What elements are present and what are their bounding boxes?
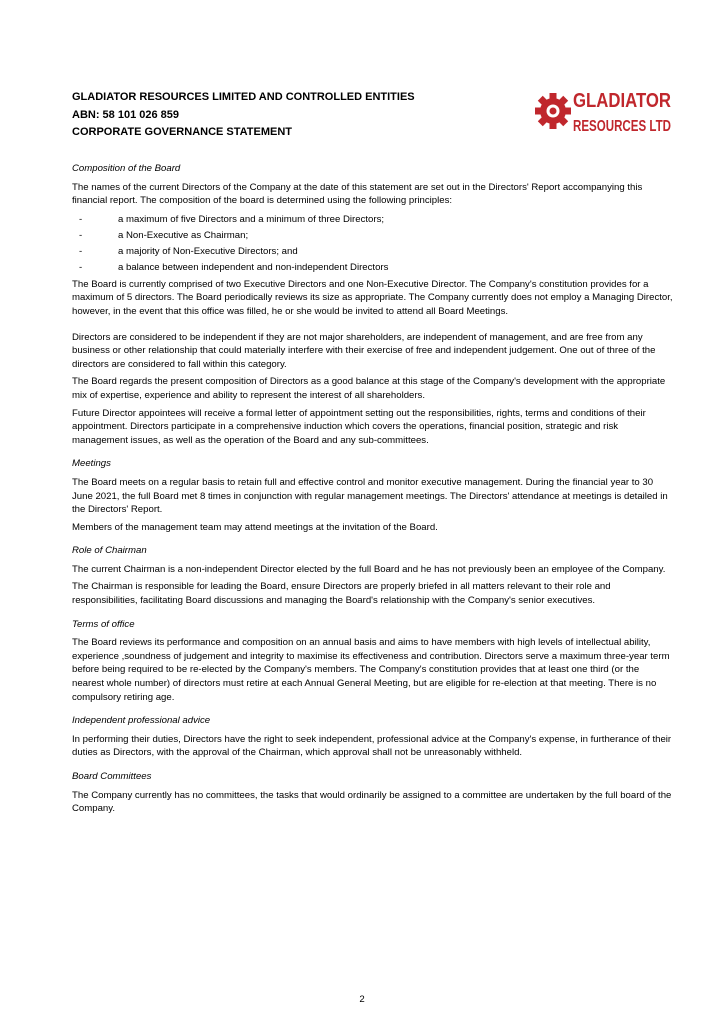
section-heading-chairman: Role of Chairman — [72, 545, 147, 557]
gear-logo-icon — [536, 84, 676, 138]
list-item: - a balance between independent and non-independent Directors — [72, 260, 673, 276]
paragraph: Directors are considered to be independent if they are not major shareholders, are independent of management, and are free from any business or other relationship that could materially interfere with their exercise of free and independent judgement. One out of three of the directors are considered to fall within this category. — [72, 331, 656, 370]
bullet-dash: - — [79, 245, 83, 257]
section-heading-terms: Terms of office — [72, 618, 135, 630]
principles-list — [72, 212, 673, 276]
list-item: - a Non-Executive as Chairman; — [72, 228, 673, 244]
bullet-dash: - — [79, 213, 83, 225]
paragraph: The Board regards the present composition of Directors as a good balance at this stage of the Company's development with the appropriate mix of expertise, experience and ability to represent the interest of all shareholders. — [72, 376, 666, 401]
document-body — [72, 162, 673, 820]
bullet-dash: - — [79, 229, 83, 241]
logo-line2: RESOURCES LTD — [573, 118, 671, 135]
paragraph: The Board reviews its performance and composition on an annual basis and aims to have members with high levels of intellectual ability, experience ,soundness of judgement and integrity to maximise its effectiveness and contribution. Directors serve a maximum three-year term before being required to be re-elected by the Company's members. The Company's constitution provides that at least one third (or the nearest whole number) of directors must retire at each Annual General Meeting, but are eligible for re-election at that meeting. There is no compulsory retiring age. — [72, 637, 670, 703]
company-logo — [536, 84, 676, 138]
section-heading-composition: Composition of the Board — [72, 163, 181, 174]
company-name: GLADIATOR RESOURCES LIMITED AND CONTROLLED ENTITIES — [72, 91, 415, 103]
list-item: - a majority of Non-Executive Directors; and — [72, 244, 673, 260]
section-heading-meetings: Meetings — [72, 458, 111, 470]
paragraph: Members of the management team may attend meetings at the invitation of the Board. — [72, 521, 438, 533]
paragraph: In performing their duties, Directors have the right to seek independent, professional advice at the Company's expense, in furtherance of their duties as Directors, with the approval of the Chairman, which approval shall not be unreasonably withheld. — [72, 733, 672, 759]
logo-line1: GLADIATOR — [573, 90, 672, 112]
section-heading-committees: Board Committees — [72, 771, 152, 782]
paragraph: Future Director appointees will receive a formal letter of appointment setting out the responsibilities, rights, terms and conditions of their appointment. Directors participate in a comprehensive induction which covers the operations, financial position, strategic and risk management issues, as well as the operation of the Board and any sub-committees. — [72, 407, 646, 446]
list-item: - a maximum of five Directors and a minimum of three Directors; — [72, 212, 673, 228]
paragraph: The Chairman is responsible for leading the Board, ensure Directors are properly briefed in all matters relevant to their role and responsibilities, facilitating Board discussions and managing the Board's relationship with the Company's senior executives. — [72, 581, 611, 607]
paragraph: The Board is currently comprised of two Executive Directors and one Non-Executive Director. The Company's constitution provides for a maximum of 5 directors. The Board periodically reviews its size as appropriate. The Company currently does not employ a Managing Director, however, in the event that this office was filled, he or she would be invited to attend all Board Meetings. — [72, 278, 673, 317]
paragraph: The current Chairman is a non-independent Director elected by the full Board and he has not previously been an employee of the Company. — [72, 563, 666, 575]
bullet-dash: - — [79, 261, 83, 273]
section-heading-advice: Independent professional advice — [72, 715, 211, 727]
paragraph: The Board meets on a regular basis to retain full and effective control and monitor executive management. During the financial year to 30 June 2021, the full Board met 8 times in conjunction with regular management meetings. The Directors' attendance at meetings is detailed in the Directors' Report. — [72, 476, 668, 516]
abn-number: ABN: 58 101 026 859 — [72, 108, 180, 121]
document-title: CORPORATE GOVERNANCE STATEMENT — [72, 126, 293, 138]
paragraph: The Company currently has no committees, the tasks that would ordinarily be assigned to a committee are undertaken by the full board of the Company. — [72, 789, 672, 815]
document-header — [72, 89, 415, 142]
page-number: 2 — [359, 994, 365, 1005]
paragraph: The names of the current Directors of the Company at the date of this statement are set out in the Directors' Report accompanying this financial report. The composition of the board is determined using the following principles: — [72, 181, 643, 207]
